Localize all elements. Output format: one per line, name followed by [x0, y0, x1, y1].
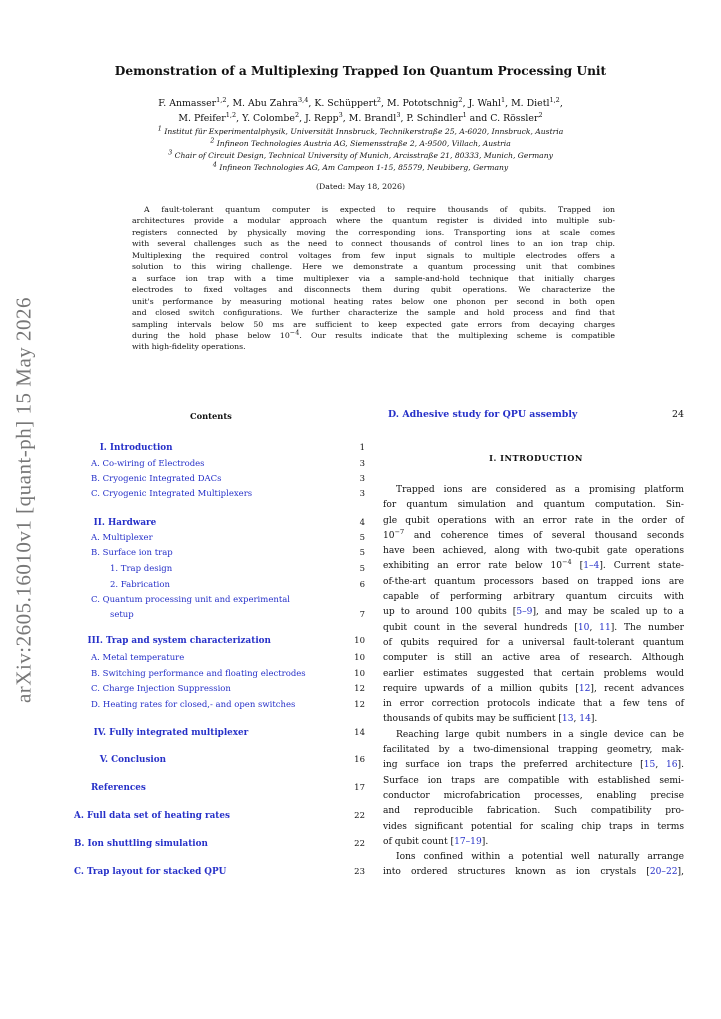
toc-entry-label[interactable]: 1. Trap design: [110, 564, 173, 574]
toc-entry-page: 10: [354, 669, 365, 679]
affiliation-4: $^4$ Infineon Technologies AG, Am Campeon 1-15, 85579, Neubiberg, Germany: [212, 160, 509, 172]
toc-entry-label[interactable]: A. Multiplexer: [91, 533, 153, 543]
toc-entry[interactable]: [0, 651, 370, 665]
authors-line-2: M. Pfeifer$^{1,2}$, Y. Colombe$^2$, J. Repp$^3$, M. Brandl$^3$, P. Schindler$^1$ and C. Rössler$^2$: [178, 110, 543, 124]
toc-entry[interactable]: [0, 562, 370, 576]
toc-entry[interactable]: [0, 441, 370, 455]
toc-entry[interactable]: [0, 593, 370, 607]
arxiv-id: arXiv:2605.16010v1 [quant-ph] 15 May 2026: [11, 296, 36, 704]
toc-entry[interactable]: [0, 865, 370, 879]
toc-entry-label[interactable]: C. Trap layout for stacked QPU: [74, 867, 227, 877]
toc-entry[interactable]: [0, 457, 370, 471]
toc-entry-page: 3: [359, 459, 365, 469]
toc-entry-page: 4: [359, 518, 365, 528]
toc-entry[interactable]: [0, 634, 370, 648]
toc-entry-label[interactable]: B. Ion shuttling simulation: [74, 839, 208, 849]
toc-entry[interactable]: [0, 546, 370, 560]
toc-entry-label[interactable]: D. Heating rates for closed,- and open switches: [91, 700, 296, 710]
toc-entry[interactable]: [0, 608, 370, 622]
toc-entry-page: 7: [359, 610, 365, 620]
authors-line-1: F. Anmasser$^{1,2}$, M. Abu Zahra$^{3,4}$, K. Schüppert$^2$, M. Pototschnig$^2$, J. Wahl$^1$, M. Dietl$^{1,2}$,: [158, 95, 563, 109]
toc-entry-page: 10: [354, 653, 365, 663]
toc-entry-label[interactable]: C. Charge Injection Suppression: [91, 684, 231, 694]
toc-entry-page: 12: [354, 684, 365, 694]
toc-entry[interactable]: [0, 753, 370, 767]
toc-entry-label[interactable]: B. Cryogenic Integrated DACs: [91, 474, 222, 484]
toc-entry-page: 14: [354, 728, 365, 738]
toc-entry[interactable]: [0, 472, 370, 486]
toc-entry-label[interactable]: IV. Fully integrated multiplexer: [93, 728, 249, 738]
toc-entry-page: 5: [359, 564, 365, 574]
toc-entry-label[interactable]: B. Switching performance and floating electrodes: [91, 669, 306, 679]
toc-entry-appendix-d[interactable]: D. Adhesive study for QPU assembly: [388, 409, 578, 420]
abstract: A fault-tolerant quantum computer is expected to require thousands of qubits. Trapped ion architectures provide a modular approach where the quantum register is divided into multiple sub- registers connected by physically moving the corresponding ions. Transporting ions at scale comes with several challenges such as the need to connect thousands of control lines to an ion trap chip. Multiplexing the required control voltages from few input signals to multiple electrodes offers a solution to this wiring challenge. Here we demonstrate a quantum processing unit that combines a surface ion trap with a time multiplexer via a sample-and-hold technique that initially charges electrodes to fixed voltages and disconnects them during qubit operations. We characterize the unit's performance by measuring motional heating rates below one phonon per second in both open and closed switch configurations. We further characterize the sample and hold process and find that sampling intervals below 50 ms are sufficient to keep expected gate errors from decaying charges during the hold phase below $10^{-4}$. Our results indicate that the multiplexing scheme is compatible with high-fidelity operations.: [132, 205, 615, 352]
toc-entry[interactable]: [0, 682, 370, 696]
toc-entry[interactable]: [0, 578, 370, 592]
introduction-body: Trapped ions are considered as a promising platform for quantum simulation and quantum computation. Sin- gle qubit operations with an error rate in the order of $10^{-7}$ and coherence times of several thousand seconds have been achieved, along with two-qubit gate operations exhibiting an error rate below $10^{-4}$ [1–4]. Current state- of-the-art quantum processors based on trapped ions are capable of performing arbitrary quantum circuits with up to around 100 qubits [5–9], and may be scaled up to a qubit count in the several hundreds [10, 11]. The number of qubits required for a universal fault-tolerant quantum computer is still an active area of research. Although earlier estimates suggested that certain problems would require upwards of a million qubits [12], recent advances in error correction protocols indicate that a few tens of thousands of qubits may be sufficient [13, 14]. Reaching large qubit numbers in a single device can be facilitated by a two-dimensional trapping geometry, mak- ing surface ion traps the preferred architecture [15, 16]. Surface ion traps are compatible with established semi- conductor microfabrication processes, enabling precise and reproducible fabrication. Such compatibility pro- vides significant potential for scaling chip traps in terms of qubit count [17–19]. Ions confined within a potential well naturally arrange into ordered structures known as ion crystals [20–22],: [383, 485, 684, 878]
toc-entry-label[interactable]: 2. Fabrication: [110, 580, 170, 590]
affiliation-1: $^1$ Institut für Experimentalphysik, Universität Innsbruck, Technikerstraße 25, A-6020, Innsbruck, Austria: [157, 124, 564, 136]
toc-entry-label[interactable]: A. Co-wiring of Electrodes: [91, 459, 205, 469]
toc-entry-label[interactable]: A. Metal temperature: [91, 653, 185, 663]
toc-entry-page: 12: [354, 700, 365, 710]
toc-entry-page: 5: [359, 533, 365, 543]
affiliation-2: $^2$ Infineon Technologies Austria AG, Siemensstraße 2, A-9500, Villach, Austria: [210, 136, 511, 148]
toc-entry-label[interactable]: B. Surface ion trap: [91, 548, 173, 558]
toc-entry[interactable]: [0, 837, 370, 851]
toc-entry-label[interactable]: I. Introduction: [99, 443, 173, 453]
toc-entry-page: 1: [359, 443, 365, 453]
toc-entry[interactable]: [0, 487, 370, 501]
toc-entry-page: 10: [354, 636, 365, 646]
affiliation-3: $^3$ Chair of Circuit Design, Technical University of Munich, Arcisstraße 21, 80333, Munich, Germany: [168, 148, 553, 160]
toc-page-appendix-d: 24: [672, 409, 684, 420]
toc-entry[interactable]: [0, 698, 370, 712]
toc-entry-page: 5: [359, 548, 365, 558]
toc-entry-label[interactable]: A. Full data set of heating rates: [74, 811, 230, 821]
toc-entry-label[interactable]: C. Quantum processing unit and experimental: [91, 595, 291, 605]
contents-heading: Contents: [190, 411, 232, 421]
toc-entry-page: 22: [354, 839, 365, 849]
toc-entry-page: 17: [354, 783, 365, 793]
toc-entry[interactable]: [0, 531, 370, 545]
toc-entry[interactable]: [0, 781, 370, 795]
toc-entry-label[interactable]: V. Conclusion: [99, 755, 167, 765]
toc-entry-page: 3: [359, 489, 365, 499]
toc-entry-page: 3: [359, 474, 365, 484]
toc-entry-page: 23: [354, 867, 365, 877]
toc-entry[interactable]: [0, 516, 370, 530]
toc-entry-page: 22: [354, 811, 365, 821]
abstract-line-sup: during the hold phase below $10^{-4}$. Our results indicate that the multiplexing scheme is compatible: [132, 328, 615, 340]
toc-entry-label[interactable]: III. Trap and system characterization: [87, 636, 271, 646]
toc-entry-page: 16: [354, 755, 365, 765]
toc-entry-label[interactable]: C. Cryogenic Integrated Multiplexers: [91, 489, 253, 499]
toc-entry-page: 6: [359, 580, 365, 590]
toc-entry[interactable]: [0, 809, 370, 823]
introduction-heading: I. INTRODUCTION: [489, 453, 583, 463]
toc-entry-label[interactable]: References: [91, 783, 146, 793]
toc-entry[interactable]: [0, 667, 370, 681]
toc-entry[interactable]: [0, 726, 370, 740]
toc-entry-label[interactable]: setup: [110, 610, 134, 620]
paper-title: Demonstration of a Multiplexing Trapped Ion Quantum Processing Unit: [114, 64, 607, 78]
dated: (Dated: May 18, 2026): [315, 182, 406, 191]
toc-entry-label[interactable]: II. Hardware: [93, 518, 157, 528]
